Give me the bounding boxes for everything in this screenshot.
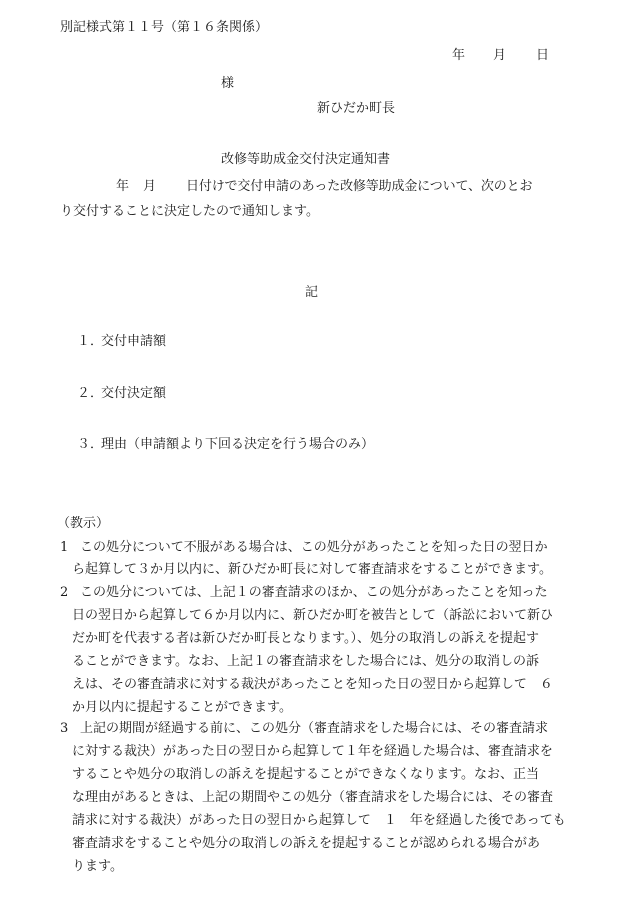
notice-line: 審査請求をすることや処分の取消しの訴えを提起することが認められる場合があ bbox=[72, 836, 541, 851]
intro-year: 年 bbox=[116, 179, 130, 194]
item-number: １． bbox=[77, 334, 104, 349]
notice-line: か月以内に提起することができます。 bbox=[72, 700, 292, 715]
date-year: 年 bbox=[452, 48, 466, 63]
date-line bbox=[452, 47, 549, 65]
notice-line: 上記の期間が経過する前に、この処分（審査請求をした場合には、その審査請求 bbox=[80, 721, 549, 736]
notice-line: だか町を代表する者は新ひだか町長となります。）、処分の取消しの訴えを提起す bbox=[72, 631, 539, 646]
notice-line: えは、その審査請求に対する裁決があったことを知った日の翌日から起算して ６ bbox=[72, 677, 553, 692]
notice-line: ることができます。なお、上記１の審査請求をした場合には、処分の取消しの訴 bbox=[72, 654, 539, 669]
notice-line: ら起算して３か月以内に、新ひだか町長に対して審査請求をすることができます。 bbox=[72, 562, 552, 577]
list-item bbox=[77, 385, 166, 403]
intro-month: 月 bbox=[143, 179, 157, 194]
item-label: 交付決定額 bbox=[101, 386, 167, 401]
intro-line-1 bbox=[116, 178, 532, 196]
intro-rest: 日付けで交付申請のあった改修等助成金について、次のとお bbox=[186, 179, 533, 194]
item-number: ２． bbox=[77, 386, 104, 401]
list-item bbox=[77, 333, 166, 351]
item-number: ３． bbox=[77, 437, 104, 452]
notice-line: この処分については、上記１の審査請求のほか、この処分があったことを知った bbox=[80, 585, 548, 600]
intro-line-2: り交付することに決定したので通知します。 bbox=[60, 204, 319, 219]
date-month: 月 bbox=[493, 48, 507, 63]
document-title: 改修等助成金交付決定通知書 bbox=[221, 152, 391, 167]
form-number: 別記様式第１１号（第１６条関係） bbox=[60, 20, 269, 35]
date-day: 日 bbox=[536, 48, 550, 63]
item-label: 理由（申請額より下回る決定を行う場合のみ） bbox=[101, 437, 375, 452]
notice-line: 日の翌日から起算して６か月以内に、新ひだか町を被告として（訴訟において新ひ bbox=[72, 608, 554, 623]
notice-number: 1 bbox=[60, 540, 69, 555]
notice-number: 2 bbox=[60, 585, 69, 600]
notice-line: な理由があるときは、上記の期間やこの処分（審査請求をした場合には、その審査 bbox=[72, 790, 554, 805]
list-item bbox=[77, 436, 374, 454]
notice-line: 請求に対する裁決）があった日の翌日から起算して １ 年を経過した後であっても bbox=[72, 813, 566, 828]
ki-heading: 記 bbox=[305, 285, 319, 300]
notice-line: ります。 bbox=[72, 859, 123, 874]
notice-line: この処分について不服がある場合は、この処分があったことを知った日の翌日か bbox=[80, 540, 548, 555]
item-label: 交付申請額 bbox=[101, 334, 167, 349]
notice-title: （教示） bbox=[57, 516, 110, 531]
issuer: 新ひだか町長 bbox=[317, 101, 396, 116]
addressee-suffix: 様 bbox=[221, 76, 235, 91]
notice-line: することや処分の取消しの訴えを提起することができなくなります。なお、正当 bbox=[72, 767, 539, 782]
notice-line: に対する裁決）があった日の翌日から起算して１年を経過した場合は、審査請求を bbox=[72, 744, 553, 759]
notice-number: 3 bbox=[60, 721, 69, 736]
